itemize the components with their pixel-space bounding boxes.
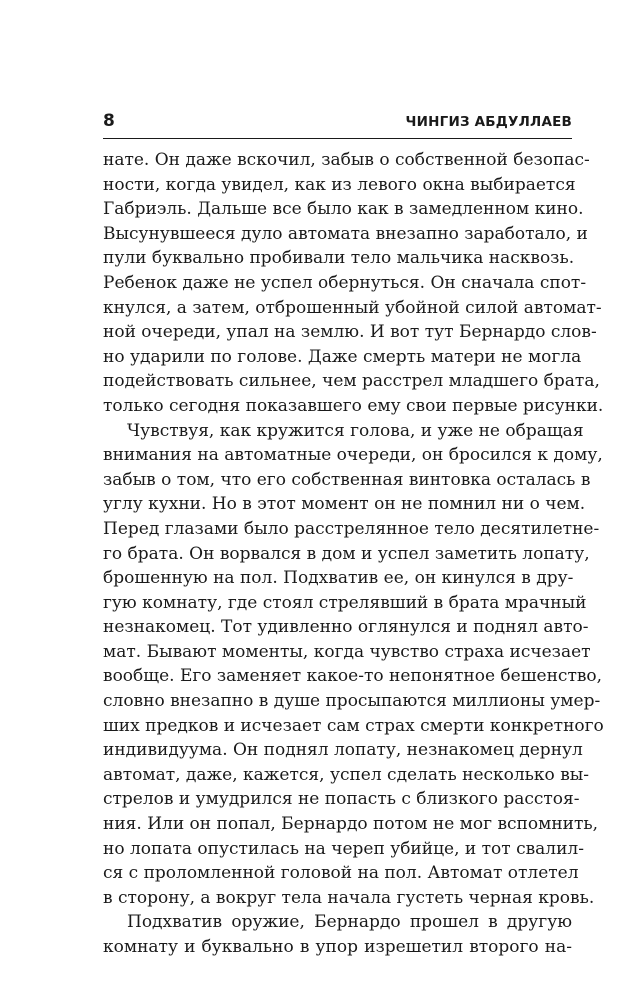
paragraph — [103, 419, 604, 911]
text-line: кнулся, а затем, отброшенный убойной силой автомат- — [103, 297, 602, 318]
text-line: в сторону, а вокруг тела начала густеть черная кровь. — [103, 887, 595, 908]
text-line: но ударили по голове. Даже смерть матери не могла — [103, 346, 582, 367]
text-line: Чувствуя, как кружится голова, и уже не обращая — [127, 420, 584, 441]
text-line: брошенную на пол. Подхватив ее, он кинулся в дру- — [103, 568, 574, 589]
text-line: ших предков и исчезает сам страх смерти конкретного — [103, 715, 604, 736]
text-line: мат. Бывают моменты, когда чувство страха исчезает — [103, 641, 591, 662]
text-line: автомат, даже, кажется, успел сделать несколько вы- — [103, 764, 590, 785]
text-line: но лопата опустилась на череп убийце, и тот свалил- — [103, 838, 584, 859]
text-line: индивидуума. Он поднял лопату, незнакомец дернул — [103, 740, 583, 761]
text-line: гую комнату, где стоял стрелявший в брата мрачный — [103, 592, 587, 613]
text-line: пули буквально пробивали тело мальчика насквозь. — [103, 248, 575, 269]
text-line: нате. Он даже вскочил, забыв о собственной безопас- — [103, 150, 590, 170]
text-line: ной очереди, упал на землю. И вот тут Бернардо слов- — [103, 322, 597, 343]
text-line: Высунувшееся дуло автомата внезапно заработало, и — [103, 223, 588, 244]
text-line: ся с проломленной головой на пол. Автомат отлетел — [103, 863, 579, 884]
text-line: Перед глазами было расстрелянное тело десятилетне- — [103, 518, 600, 539]
text-line: ности, когда увидел, как из левого окна выбирается — [103, 174, 576, 195]
text-line: словно внезапно в душе просыпаются миллионы умер- — [103, 691, 601, 712]
text-line: незнакомец. Тот удивленно оглянулся и поднял авто- — [103, 617, 589, 638]
text-line: ния. Или он попал, Бернардо потом не мог вспомнить, — [103, 814, 599, 835]
text-line: углу кухни. Но в этот момент он не помнил ни о чем. — [103, 494, 586, 515]
text-line: забыв о том, что его собственная винтовка осталась в — [103, 469, 591, 490]
text-line: внимания на автоматные очереди, он бросился к дому, — [103, 445, 603, 466]
paragraph — [103, 148, 604, 419]
running-head-author: ЧИНГИЗ АБДУЛЛАЕВ — [405, 114, 572, 130]
text-line: вообще. Его заменяет какое-то непонятное бешенство, — [103, 666, 603, 687]
text-line: го брата. Он ворвался в дом и успел заметить лопату, — [103, 543, 590, 564]
text-line: комнату и буквально в упор изрешетил второго на- — [103, 937, 572, 957]
running-head — [103, 108, 572, 139]
text-line: стрелов и умудрился не попасть с близкого расстоя- — [103, 789, 580, 810]
page-number: 8 — [103, 111, 115, 131]
body-text — [103, 148, 604, 960]
text-line: Габриэль. Дальше все было как в замедленном кино. — [103, 199, 584, 220]
paragraph — [103, 910, 572, 959]
text-line: только сегодня показавшего ему свои первые рисунки. — [103, 395, 604, 416]
text-line: Ребенок даже не успел обернуться. Он сначала спот- — [103, 272, 587, 293]
text-line: Подхватив оружие, Бернардо прошел в другую — [127, 912, 572, 933]
text-line: подействовать сильнее, чем расстрел младшего брата, — [103, 371, 600, 392]
